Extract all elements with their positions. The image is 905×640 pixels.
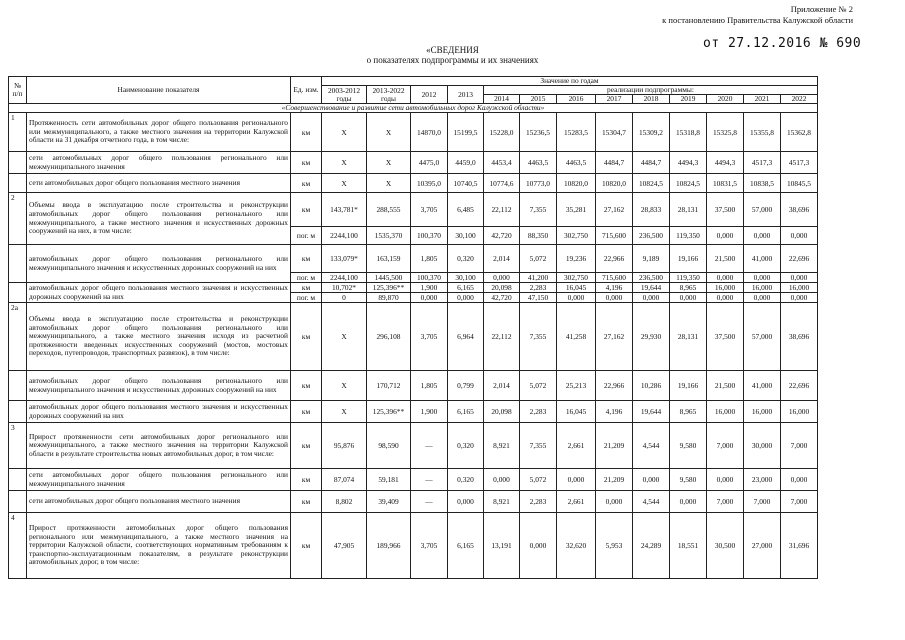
value-cell: 10838,5 xyxy=(744,174,781,193)
title-line-2: о показателях подпрограммы и их значениях xyxy=(366,55,539,65)
value-cell: 42,720 xyxy=(484,227,520,245)
value-cell: 0,000 xyxy=(781,469,818,491)
indicators-table xyxy=(8,76,818,579)
title-line-1: «СВЕДЕНИЯ xyxy=(426,45,479,55)
value-cell: 170,712 xyxy=(367,371,411,401)
header-year: 2013 xyxy=(448,86,484,104)
appendix-number: Приложение № 2 xyxy=(790,4,853,14)
indicator-name: сети автомобильных дорог общего пользования местного значения xyxy=(27,491,291,513)
value-cell: 189,966 xyxy=(367,513,411,579)
table-body xyxy=(9,113,818,579)
value-cell: 0,000 xyxy=(557,293,596,303)
value-cell: 3,705 xyxy=(411,303,448,371)
value-cell: 4,196 xyxy=(596,401,633,423)
unit-cell: км xyxy=(291,303,322,371)
header-year: 2016 xyxy=(557,95,596,104)
value-cell: 57,000 xyxy=(744,303,781,371)
value-cell: 37,500 xyxy=(707,193,744,227)
value-cell: 87,074 xyxy=(322,469,367,491)
value-cell: 4494,3 xyxy=(670,152,707,174)
value-cell: — xyxy=(411,469,448,491)
value-cell: 27,000 xyxy=(744,513,781,579)
value-cell: 4494,3 xyxy=(707,152,744,174)
value-cell: 4,544 xyxy=(633,423,670,469)
value-cell: 19,236 xyxy=(557,245,596,273)
row-number xyxy=(9,401,27,423)
table-row xyxy=(9,423,818,469)
value-cell: 28,833 xyxy=(633,193,670,227)
value-cell: 715,600 xyxy=(596,227,633,245)
value-cell: 0,000 xyxy=(448,293,484,303)
value-cell: 288,555 xyxy=(367,193,411,227)
value-cell: Х xyxy=(367,174,411,193)
value-cell: 15325,8 xyxy=(707,113,744,152)
value-cell: 4,544 xyxy=(633,491,670,513)
value-cell: 0,799 xyxy=(448,371,484,401)
value-cell: 7,355 xyxy=(520,303,557,371)
indicator-name: Протяженность сети автомобильных дорог общего пользования регионального или межмуниципального, а также местного значения на территории Калужской области на 31 декабря отчетного года, в том числе: xyxy=(27,113,291,152)
header-year: 2003-2012 годы xyxy=(322,86,367,104)
indicator-name: сети автомобильных дорог общего пользования регионального или межмуниципального значения xyxy=(27,152,291,174)
value-cell: 4484,7 xyxy=(596,152,633,174)
unit-cell: км xyxy=(291,174,322,193)
header-year: 2020 xyxy=(707,95,744,104)
value-cell: 47,905 xyxy=(322,513,367,579)
unit-cell: км xyxy=(291,401,322,423)
value-cell: 236,500 xyxy=(633,273,670,283)
value-cell: 4453,4 xyxy=(484,152,520,174)
value-cell: 2244,100 xyxy=(322,227,367,245)
value-cell: 30,100 xyxy=(448,227,484,245)
value-cell: 4,196 xyxy=(596,283,633,293)
indicator-name: автомобильных дорог общего пользования регионального или межмуниципального значения и искусственных дорожных сооружений на них xyxy=(27,245,291,283)
value-cell: 1535,370 xyxy=(367,227,411,245)
value-cell: 0,000 xyxy=(707,273,744,283)
value-cell: 13,191 xyxy=(484,513,520,579)
value-cell: 16,000 xyxy=(781,283,818,293)
row-number xyxy=(9,283,27,303)
value-cell: 0,000 xyxy=(596,293,633,303)
row-number xyxy=(9,174,27,193)
value-cell: 0,000 xyxy=(670,293,707,303)
value-cell: 41,000 xyxy=(744,371,781,401)
unit-cell: пог. м xyxy=(291,293,322,303)
value-cell: 2,283 xyxy=(520,283,557,293)
value-cell: 39,409 xyxy=(367,491,411,513)
value-cell: 35,281 xyxy=(557,193,596,227)
value-cell: 5,072 xyxy=(520,371,557,401)
value-cell: 22,112 xyxy=(484,193,520,227)
value-cell: 57,000 xyxy=(744,193,781,227)
indicator-name: Прирост протяженности автомобильных дорог общего пользования регионального или межмуниципального, а также местного значения на территории Калужской области, соответствующих нормативным требованиям к транспортно-эксплуатационным показателям, в результате реконструкции автомобильных дорог, в том числе: xyxy=(27,513,291,579)
value-cell: 22,966 xyxy=(596,245,633,273)
value-cell: 5,953 xyxy=(596,513,633,579)
value-cell: 0,000 xyxy=(448,491,484,513)
value-cell: 0,000 xyxy=(781,293,818,303)
value-cell: 16,045 xyxy=(557,401,596,423)
value-cell: 7,000 xyxy=(707,423,744,469)
value-cell: Х xyxy=(322,152,367,174)
value-cell: 2,661 xyxy=(557,423,596,469)
table-row xyxy=(9,174,818,193)
value-cell: 16,000 xyxy=(781,401,818,423)
unit-cell: км xyxy=(291,513,322,579)
indicator-name: сети автомобильных дорог общего пользования регионального или межмуниципального значения xyxy=(27,469,291,491)
value-cell: 28,131 xyxy=(670,193,707,227)
value-cell: 0,000 xyxy=(781,273,818,283)
value-cell: 0,320 xyxy=(448,423,484,469)
value-cell: 22,112 xyxy=(484,303,520,371)
value-cell: 4517,3 xyxy=(781,152,818,174)
row-number xyxy=(9,491,27,513)
value-cell: 2,014 xyxy=(484,245,520,273)
value-cell: 0,000 xyxy=(633,293,670,303)
value-cell: Х xyxy=(322,303,367,371)
indicator-name: Объемы ввода в эксплуатацию после строительства и реконструкции автомобильных дорог общего пользования регионального или межмуниципального, а также местного значения и искусственных дорожных сооружений на них, в том числе: xyxy=(27,193,291,245)
value-cell: 15228,0 xyxy=(484,113,520,152)
value-cell: 0,000 xyxy=(707,469,744,491)
value-cell: 0,000 xyxy=(781,227,818,245)
row-number: 2 xyxy=(9,193,27,245)
value-cell: 100,370 xyxy=(411,227,448,245)
value-cell: 0,000 xyxy=(520,513,557,579)
value-cell: 4484,7 xyxy=(633,152,670,174)
value-cell: 0,000 xyxy=(484,469,520,491)
value-cell: 1,805 xyxy=(411,371,448,401)
header-year: 2012 xyxy=(411,86,448,104)
header-year: 2019 xyxy=(670,95,707,104)
value-cell: 1445,500 xyxy=(367,273,411,283)
value-cell: 20,098 xyxy=(484,283,520,293)
header-no: № п/п xyxy=(9,77,27,104)
value-cell: 10820,0 xyxy=(557,174,596,193)
value-cell: 31,696 xyxy=(781,513,818,579)
value-cell: 4475,0 xyxy=(411,152,448,174)
header-year: 2021 xyxy=(744,95,781,104)
indicator-name: Прирост протяженности сети автомобильных дорог регионального или межмуниципального, а также местного значения на территории Калужской области в результате строительства новых автомобильных дорог, в том числе: xyxy=(27,423,291,469)
value-cell: 16,045 xyxy=(557,283,596,293)
value-cell: 6,964 xyxy=(448,303,484,371)
value-cell: 7,000 xyxy=(707,491,744,513)
value-cell: 133,079* xyxy=(322,245,367,273)
value-cell: 21,500 xyxy=(707,371,744,401)
value-cell: 8,965 xyxy=(670,283,707,293)
value-cell: 4463,5 xyxy=(557,152,596,174)
value-cell: 20,098 xyxy=(484,401,520,423)
value-cell: 236,500 xyxy=(633,227,670,245)
value-cell: 4459,0 xyxy=(448,152,484,174)
value-cell: 4463,5 xyxy=(520,152,557,174)
value-cell: 15283,5 xyxy=(557,113,596,152)
value-cell: 19,166 xyxy=(670,371,707,401)
value-cell: 24,289 xyxy=(633,513,670,579)
value-cell: 125,396** xyxy=(367,401,411,423)
value-cell: 2,661 xyxy=(557,491,596,513)
value-cell: 15199,5 xyxy=(448,113,484,152)
value-cell: 100,370 xyxy=(411,273,448,283)
value-cell: 5,072 xyxy=(520,469,557,491)
row-number: 2а xyxy=(9,303,27,371)
value-cell: 0,000 xyxy=(744,273,781,283)
value-cell: 296,108 xyxy=(367,303,411,371)
unit-cell: км xyxy=(291,469,322,491)
unit-cell: км xyxy=(291,371,322,401)
table-row xyxy=(9,491,818,513)
value-cell: 37,500 xyxy=(707,303,744,371)
header-implementation: реализации подпрограммы: xyxy=(484,86,818,95)
value-cell: 10820,0 xyxy=(596,174,633,193)
value-cell: 27,162 xyxy=(596,193,633,227)
value-cell: 9,580 xyxy=(670,469,707,491)
value-cell: 4517,3 xyxy=(744,152,781,174)
value-cell: 9,580 xyxy=(670,423,707,469)
table-row xyxy=(9,152,818,174)
value-cell: 0,000 xyxy=(411,293,448,303)
table-row xyxy=(9,371,818,401)
header-year: 2014 xyxy=(484,95,520,104)
value-cell: 15318,8 xyxy=(670,113,707,152)
indicator-name: сети автомобильных дорог общего пользования местного значения xyxy=(27,174,291,193)
value-cell: 119,350 xyxy=(670,227,707,245)
header-year: 2015 xyxy=(520,95,557,104)
value-cell: 10824,5 xyxy=(633,174,670,193)
value-cell: 7,000 xyxy=(744,491,781,513)
row-number xyxy=(9,469,27,491)
order-stamp: от 27.12.2016 № 690 xyxy=(703,36,862,51)
value-cell: 32,620 xyxy=(557,513,596,579)
document-title xyxy=(0,45,905,65)
value-cell: 119,350 xyxy=(670,273,707,283)
value-cell: 29,930 xyxy=(633,303,670,371)
table-row xyxy=(9,283,818,293)
unit-cell: км xyxy=(291,245,322,273)
value-cell: 10,702* xyxy=(322,283,367,293)
unit-cell: км xyxy=(291,152,322,174)
value-cell: 8,965 xyxy=(670,401,707,423)
value-cell: 1,900 xyxy=(411,283,448,293)
value-cell: 3,705 xyxy=(411,513,448,579)
unit-cell: км xyxy=(291,193,322,227)
value-cell: 41,258 xyxy=(557,303,596,371)
value-cell: 10831,5 xyxy=(707,174,744,193)
value-cell: 2,283 xyxy=(520,491,557,513)
value-cell: 28,131 xyxy=(670,303,707,371)
value-cell: 41,200 xyxy=(520,273,557,283)
value-cell: 21,209 xyxy=(596,423,633,469)
value-cell: 10774,6 xyxy=(484,174,520,193)
value-cell: 0,000 xyxy=(557,469,596,491)
value-cell: 2,283 xyxy=(520,401,557,423)
value-cell: Х xyxy=(322,113,367,152)
value-cell: 0,000 xyxy=(596,491,633,513)
indicator-name: Объемы ввода в эксплуатацию после строительства и реконструкции автомобильных дорог общего пользования регионального или межмуниципального, а также местного значения исходя из расчетной протяженности введенных искусственных сооружений (мостов, мостовых переходов, путепроводов, транспортных развязок), в том числе: xyxy=(27,303,291,371)
value-cell: 30,000 xyxy=(744,423,781,469)
value-cell: 5,072 xyxy=(520,245,557,273)
value-cell: 21,209 xyxy=(596,469,633,491)
table-row xyxy=(9,513,818,579)
value-cell: 8,921 xyxy=(484,423,520,469)
value-cell: 27,162 xyxy=(596,303,633,371)
value-cell: 10,286 xyxy=(633,371,670,401)
value-cell: 19,166 xyxy=(670,245,707,273)
section-title: «Совершенствование и развитие сети автомобильных дорог Калужской области» xyxy=(9,104,818,113)
value-cell: Х xyxy=(367,152,411,174)
row-number: 1 xyxy=(9,113,27,152)
value-cell: 15309,2 xyxy=(633,113,670,152)
appendix-header xyxy=(662,4,853,26)
value-cell: 0,000 xyxy=(670,491,707,513)
indicator-name: автомобильных дорог общего пользования регионального или межмуниципального значения и искусственных дорожных сооружений на них xyxy=(27,371,291,401)
value-cell: 47,150 xyxy=(520,293,557,303)
value-cell: 98,590 xyxy=(367,423,411,469)
value-cell: 89,870 xyxy=(367,293,411,303)
value-cell: 15236,5 xyxy=(520,113,557,152)
value-cell: 163,159 xyxy=(367,245,411,273)
value-cell: 19,644 xyxy=(633,401,670,423)
value-cell: 7,000 xyxy=(781,491,818,513)
unit-cell: км xyxy=(291,283,322,293)
value-cell: 715,600 xyxy=(596,273,633,283)
value-cell: 16,000 xyxy=(744,283,781,293)
value-cell: 302,750 xyxy=(557,227,596,245)
value-cell: 8,802 xyxy=(322,491,367,513)
table-row xyxy=(9,245,818,273)
value-cell: 6,485 xyxy=(448,193,484,227)
value-cell: Х xyxy=(367,113,411,152)
value-cell: 10845,5 xyxy=(781,174,818,193)
value-cell: 15304,7 xyxy=(596,113,633,152)
value-cell: 0,000 xyxy=(633,469,670,491)
value-cell: 10824,5 xyxy=(670,174,707,193)
value-cell: 30,100 xyxy=(448,273,484,283)
value-cell: 10740,5 xyxy=(448,174,484,193)
header-values-by-year: Значение по годам xyxy=(322,77,818,86)
value-cell: 25,213 xyxy=(557,371,596,401)
value-cell: 7,355 xyxy=(520,423,557,469)
value-cell: 3,705 xyxy=(411,193,448,227)
value-cell: 0,000 xyxy=(707,227,744,245)
value-cell: 6,165 xyxy=(448,401,484,423)
unit-cell: км xyxy=(291,423,322,469)
row-number: 4 xyxy=(9,513,27,579)
value-cell: 30,500 xyxy=(707,513,744,579)
unit-cell: пог. м xyxy=(291,273,322,283)
value-cell: Х xyxy=(322,174,367,193)
value-cell: 14870,0 xyxy=(411,113,448,152)
indicator-name: автомобильных дорог общего пользования местного значения и искусственных дорожных сооружений на них xyxy=(27,283,291,303)
value-cell: 2244,100 xyxy=(322,273,367,283)
value-cell: 10395,0 xyxy=(411,174,448,193)
value-cell: 88,350 xyxy=(520,227,557,245)
value-cell: 15355,8 xyxy=(744,113,781,152)
value-cell: 125,396** xyxy=(367,283,411,293)
value-cell: 7,355 xyxy=(520,193,557,227)
table-row xyxy=(9,113,818,152)
value-cell: 16,000 xyxy=(707,401,744,423)
value-cell: 143,781* xyxy=(322,193,367,227)
value-cell: 0,000 xyxy=(484,273,520,283)
value-cell: Х xyxy=(322,401,367,423)
table-row xyxy=(9,303,818,371)
table-row xyxy=(9,193,818,227)
indicator-name: автомобильных дорог общего пользования местного значения и искусственных дорожных сооружений на них xyxy=(27,401,291,423)
unit-cell: пог. м xyxy=(291,227,322,245)
unit-cell: км xyxy=(291,491,322,513)
row-number xyxy=(9,371,27,401)
table-row xyxy=(9,469,818,491)
value-cell: 16,000 xyxy=(707,283,744,293)
value-cell: 22,696 xyxy=(781,371,818,401)
row-number xyxy=(9,152,27,174)
value-cell: 0 xyxy=(322,293,367,303)
value-cell: 1,805 xyxy=(411,245,448,273)
value-cell: 0,000 xyxy=(744,293,781,303)
value-cell: Х xyxy=(322,371,367,401)
header-name: Наименование показателя xyxy=(27,77,291,104)
value-cell: 6,165 xyxy=(448,283,484,293)
value-cell: 59,181 xyxy=(367,469,411,491)
unit-cell: км xyxy=(291,113,322,152)
value-cell: 22,696 xyxy=(781,245,818,273)
value-cell: 8,921 xyxy=(484,491,520,513)
value-cell: 95,876 xyxy=(322,423,367,469)
value-cell: 23,000 xyxy=(744,469,781,491)
value-cell: 1,900 xyxy=(411,401,448,423)
table-row xyxy=(9,401,818,423)
value-cell: 21,500 xyxy=(707,245,744,273)
resolution-reference: к постановлению Правительства Калужской области xyxy=(662,15,853,25)
header-year: 2013-2022 годы xyxy=(367,86,411,104)
value-cell: 0,000 xyxy=(707,293,744,303)
header-year: 2018 xyxy=(633,95,670,104)
row-number: 3 xyxy=(9,423,27,469)
value-cell: 22,966 xyxy=(596,371,633,401)
header-year: 2017 xyxy=(596,95,633,104)
value-cell: 18,551 xyxy=(670,513,707,579)
value-cell: 0,000 xyxy=(744,227,781,245)
value-cell: — xyxy=(411,423,448,469)
value-cell: 0,320 xyxy=(448,245,484,273)
value-cell: 0,320 xyxy=(448,469,484,491)
value-cell: 2,014 xyxy=(484,371,520,401)
value-cell: — xyxy=(411,491,448,513)
value-cell: 19,644 xyxy=(633,283,670,293)
value-cell: 38,696 xyxy=(781,303,818,371)
header-unit: Ед. изм. xyxy=(291,77,322,104)
row-number xyxy=(9,245,27,283)
value-cell: 38,696 xyxy=(781,193,818,227)
value-cell: 42,720 xyxy=(484,293,520,303)
value-cell: 9,189 xyxy=(633,245,670,273)
value-cell: 16,000 xyxy=(744,401,781,423)
value-cell: 10773,0 xyxy=(520,174,557,193)
value-cell: 302,750 xyxy=(557,273,596,283)
value-cell: 7,000 xyxy=(781,423,818,469)
value-cell: 41,000 xyxy=(744,245,781,273)
value-cell: 6,165 xyxy=(448,513,484,579)
header-year: 2022 xyxy=(781,95,818,104)
value-cell: 15362,8 xyxy=(781,113,818,152)
